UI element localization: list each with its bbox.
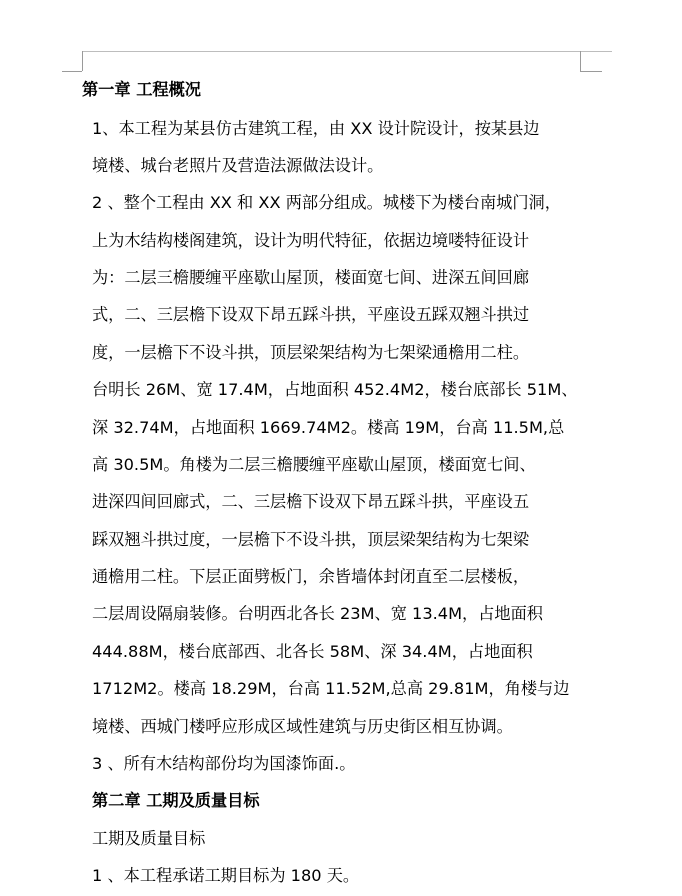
corner-mark-top-left bbox=[62, 71, 82, 72]
paragraph-line: 上为木结构楼阁建筑，设计为明代特征，依据边境喽特征设计 bbox=[92, 231, 530, 250]
chapter-1-heading: 第一章 工程概况 bbox=[82, 80, 201, 99]
paragraph-line: 为：二层三檐腰缠平座歇山屋顶，楼面宽七间、进深五间回廊 bbox=[92, 268, 530, 287]
paragraph-line: 1、本工程为某县仿古建筑工程，由 XX 设计院设计，按某县边 bbox=[92, 119, 540, 138]
paragraph-line: 进深四间回廊式，二、三层檐下设双下昂五踩斗拱，平座设五 bbox=[92, 492, 530, 511]
paragraph-line: 台明长 26M、宽 17.4M，占地面积 452.4M2，楼台底部长 51M、 bbox=[92, 380, 578, 399]
paragraph-line: 度，一层檐下不设斗拱，顶层梁架结构为七架梁通檐用二柱。 bbox=[92, 343, 530, 362]
paragraph-line: 境楼、城台老照片及营造法源做法设计。 bbox=[92, 156, 384, 175]
corner-mark-top-left-vertical bbox=[82, 51, 83, 71]
page-top-border bbox=[82, 51, 612, 52]
paragraph-line: 深 32.74M，占地面积 1669.74M2。楼高 19M，台高 11.5M,总 bbox=[92, 418, 565, 437]
section-subtitle: 工期及质量目标 bbox=[92, 829, 206, 848]
paragraph-line: 2 、整个工程由 XX 和 XX 两部分组成。城楼下为楼台南城门洞， bbox=[92, 193, 561, 212]
paragraph-line: 境楼、西城门楼呼应形成区域性建筑与历史街区相互协调。 bbox=[92, 717, 513, 736]
corner-mark-top-right-vertical bbox=[580, 51, 581, 71]
paragraph-line: 通檐用二柱。下层正面劈板门，余皆墙体封闭直至二层楼板， bbox=[92, 567, 530, 586]
paragraph-line: 1 、本工程承诺工期目标为 180 天。 bbox=[92, 866, 360, 885]
paragraph-line: 3 、所有木结构部份均为国漆饰面.。 bbox=[92, 754, 356, 773]
paragraph-line: 444.88M，楼台底部西、北各长 58M、深 34.4M，占地面积 bbox=[92, 642, 533, 661]
paragraph-line: 式，二、三层檐下设双下昂五踩斗拱，平座设五踩双翘斗拱过 bbox=[92, 305, 530, 324]
paragraph-line: 踩双翘斗拱过度，一层檐下不设斗拱，顶层梁架结构为七架梁 bbox=[92, 530, 530, 549]
paragraph-line: 高 30.5M。角楼为二层三檐腰缠平座歇山屋顶，楼面宽七间、 bbox=[92, 455, 536, 474]
paragraph-line: 二层周设隔扇装修。台明西北各长 23M、宽 13.4M，占地面积 bbox=[92, 604, 543, 623]
chapter-2-heading: 第二章 工期及质量目标 bbox=[92, 791, 260, 810]
corner-mark-top-right bbox=[580, 71, 602, 72]
paragraph-line: 1712M2。楼高 18.29M，台高 11.52M,总高 29.81M，角楼与边 bbox=[92, 679, 570, 698]
